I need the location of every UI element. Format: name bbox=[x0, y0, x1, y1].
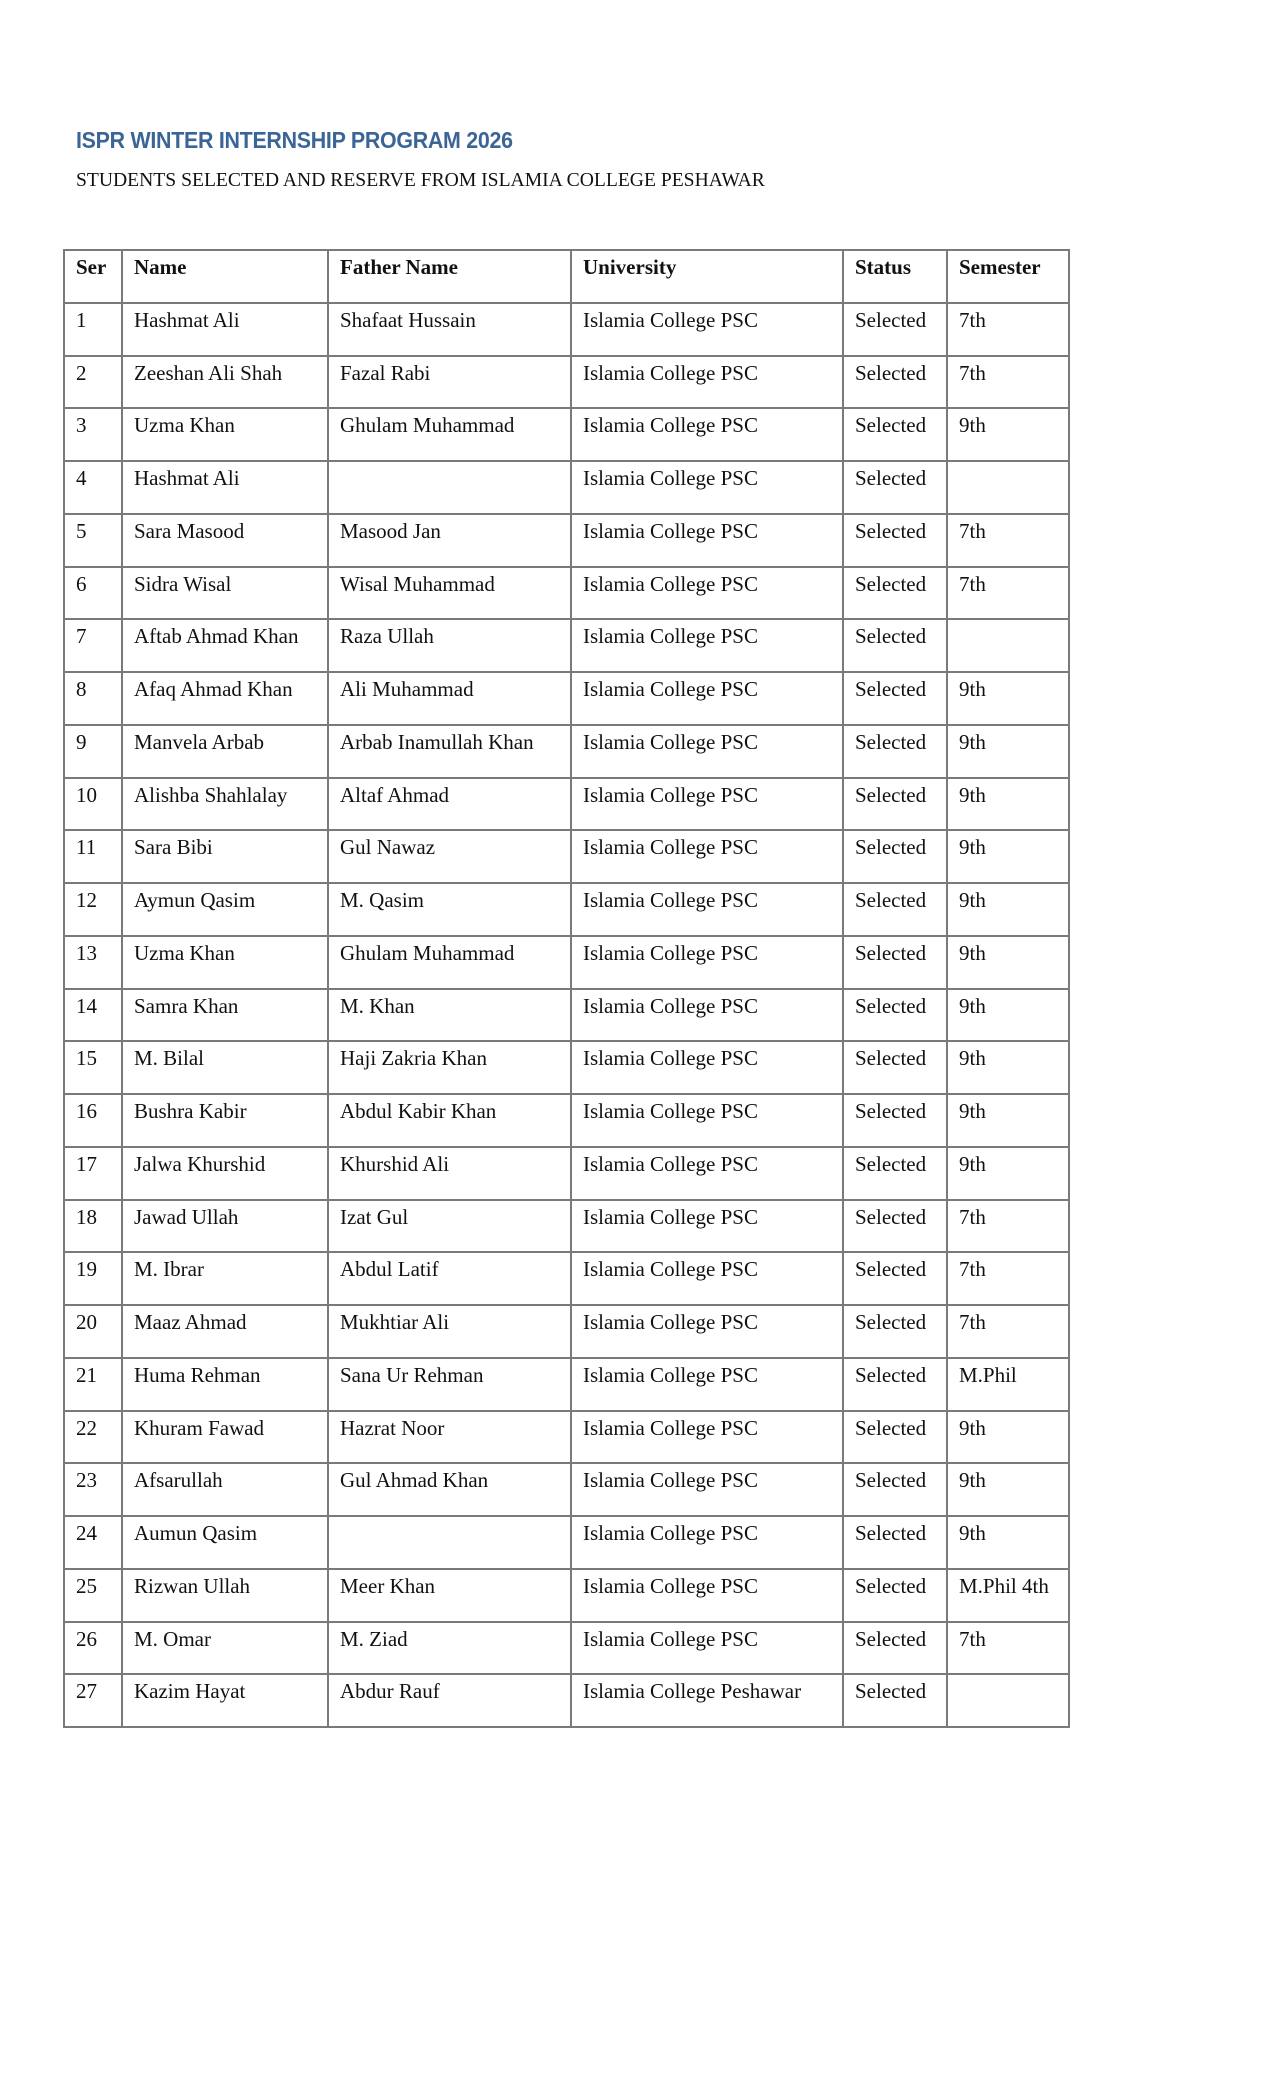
cell-status: Selected bbox=[843, 1411, 947, 1464]
cell-father-name: Sana Ur Rehman bbox=[328, 1358, 571, 1411]
cell-ser: 10 bbox=[64, 778, 122, 831]
cell-name: Manvela Arbab bbox=[122, 725, 328, 778]
cell-ser: 4 bbox=[64, 461, 122, 514]
cell-ser: 7 bbox=[64, 619, 122, 672]
cell-father-name: Raza Ullah bbox=[328, 619, 571, 672]
cell-status: Selected bbox=[843, 1674, 947, 1727]
cell-ser: 8 bbox=[64, 672, 122, 725]
cell-name: Sidra Wisal bbox=[122, 567, 328, 620]
table-row bbox=[64, 1252, 1069, 1305]
table-row bbox=[64, 461, 1069, 514]
cell-ser: 9 bbox=[64, 725, 122, 778]
table-row bbox=[64, 1411, 1069, 1464]
table-row bbox=[64, 1200, 1069, 1253]
table-row bbox=[64, 1147, 1069, 1200]
cell-ser: 16 bbox=[64, 1094, 122, 1147]
cell-status: Selected bbox=[843, 1463, 947, 1516]
cell-status: Selected bbox=[843, 989, 947, 1042]
cell-ser: 26 bbox=[64, 1622, 122, 1675]
table-row bbox=[64, 1358, 1069, 1411]
cell-father-name: Wisal Muhammad bbox=[328, 567, 571, 620]
cell-father-name bbox=[328, 1516, 571, 1569]
cell-status: Selected bbox=[843, 1252, 947, 1305]
cell-name: Kazim Hayat bbox=[122, 1674, 328, 1727]
cell-university: Islamia College PSC bbox=[571, 356, 843, 409]
cell-semester: 9th bbox=[947, 725, 1069, 778]
cell-father-name: Masood Jan bbox=[328, 514, 571, 567]
cell-university: Islamia College PSC bbox=[571, 514, 843, 567]
cell-university: Islamia College PSC bbox=[571, 1622, 843, 1675]
cell-university: Islamia College PSC bbox=[571, 619, 843, 672]
column-header-father-name: Father Name bbox=[328, 250, 571, 303]
cell-university: Islamia College PSC bbox=[571, 989, 843, 1042]
cell-status: Selected bbox=[843, 356, 947, 409]
cell-father-name: Abdul Kabir Khan bbox=[328, 1094, 571, 1147]
table-row bbox=[64, 883, 1069, 936]
cell-ser: 17 bbox=[64, 1147, 122, 1200]
table-row bbox=[64, 778, 1069, 831]
cell-father-name: Abdul Latif bbox=[328, 1252, 571, 1305]
cell-name: Huma Rehman bbox=[122, 1358, 328, 1411]
cell-father-name: M. Khan bbox=[328, 989, 571, 1042]
cell-semester: 9th bbox=[947, 778, 1069, 831]
cell-name: Alishba Shahlalay bbox=[122, 778, 328, 831]
cell-status: Selected bbox=[843, 1358, 947, 1411]
cell-university: Islamia College PSC bbox=[571, 778, 843, 831]
cell-father-name: Meer Khan bbox=[328, 1569, 571, 1622]
cell-father-name: Ghulam Muhammad bbox=[328, 408, 571, 461]
table-row bbox=[64, 989, 1069, 1042]
cell-university: Islamia College PSC bbox=[571, 461, 843, 514]
cell-semester: 7th bbox=[947, 356, 1069, 409]
cell-status: Selected bbox=[843, 303, 947, 356]
cell-status: Selected bbox=[843, 830, 947, 883]
cell-name: Sara Masood bbox=[122, 514, 328, 567]
cell-name: Samra Khan bbox=[122, 989, 328, 1042]
cell-ser: 22 bbox=[64, 1411, 122, 1464]
cell-ser: 12 bbox=[64, 883, 122, 936]
cell-semester: 7th bbox=[947, 1252, 1069, 1305]
document-subtitle: STUDENTS SELECTED AND RESERVE FROM ISLAMIA COLLEGE PESHAWAR bbox=[76, 169, 765, 191]
cell-ser: 27 bbox=[64, 1674, 122, 1727]
cell-semester: 7th bbox=[947, 1622, 1069, 1675]
cell-status: Selected bbox=[843, 778, 947, 831]
cell-university: Islamia College PSC bbox=[571, 1041, 843, 1094]
table-row bbox=[64, 1569, 1069, 1622]
cell-ser: 19 bbox=[64, 1252, 122, 1305]
cell-father-name: Shafaat Hussain bbox=[328, 303, 571, 356]
table-row bbox=[64, 514, 1069, 567]
cell-semester bbox=[947, 461, 1069, 514]
cell-status: Selected bbox=[843, 1147, 947, 1200]
cell-university: Islamia College PSC bbox=[571, 1463, 843, 1516]
cell-university: Islamia College PSC bbox=[571, 303, 843, 356]
cell-semester: 9th bbox=[947, 936, 1069, 989]
cell-name: Sara Bibi bbox=[122, 830, 328, 883]
cell-ser: 5 bbox=[64, 514, 122, 567]
cell-name: Jawad Ullah bbox=[122, 1200, 328, 1253]
cell-name: Bushra Kabir bbox=[122, 1094, 328, 1147]
cell-semester: M.Phil bbox=[947, 1358, 1069, 1411]
cell-father-name: Arbab Inamullah Khan bbox=[328, 725, 571, 778]
table-header-row bbox=[64, 250, 1069, 303]
cell-university: Islamia College PSC bbox=[571, 1147, 843, 1200]
cell-semester: 9th bbox=[947, 1463, 1069, 1516]
cell-semester bbox=[947, 1674, 1069, 1727]
cell-ser: 14 bbox=[64, 989, 122, 1042]
cell-ser: 15 bbox=[64, 1041, 122, 1094]
cell-name: Hashmat Ali bbox=[122, 461, 328, 514]
cell-name: Afaq Ahmad Khan bbox=[122, 672, 328, 725]
table-row bbox=[64, 303, 1069, 356]
cell-father-name: Altaf Ahmad bbox=[328, 778, 571, 831]
cell-university: Islamia College PSC bbox=[571, 936, 843, 989]
cell-university: Islamia College PSC bbox=[571, 1305, 843, 1358]
table-row bbox=[64, 1463, 1069, 1516]
cell-semester: 7th bbox=[947, 1305, 1069, 1358]
cell-ser: 6 bbox=[64, 567, 122, 620]
cell-semester: 9th bbox=[947, 1516, 1069, 1569]
cell-semester: 9th bbox=[947, 883, 1069, 936]
cell-status: Selected bbox=[843, 461, 947, 514]
cell-semester: 9th bbox=[947, 989, 1069, 1042]
cell-ser: 2 bbox=[64, 356, 122, 409]
table-row bbox=[64, 408, 1069, 461]
table-row bbox=[64, 567, 1069, 620]
cell-ser: 25 bbox=[64, 1569, 122, 1622]
table-row bbox=[64, 619, 1069, 672]
cell-father-name: Fazal Rabi bbox=[328, 356, 571, 409]
cell-semester: M.Phil 4th bbox=[947, 1569, 1069, 1622]
cell-ser: 1 bbox=[64, 303, 122, 356]
cell-status: Selected bbox=[843, 567, 947, 620]
cell-status: Selected bbox=[843, 1569, 947, 1622]
cell-status: Selected bbox=[843, 1622, 947, 1675]
table-row bbox=[64, 356, 1069, 409]
cell-name: Maaz Ahmad bbox=[122, 1305, 328, 1358]
cell-father-name bbox=[328, 461, 571, 514]
table-row bbox=[64, 1516, 1069, 1569]
cell-father-name: Haji Zakria Khan bbox=[328, 1041, 571, 1094]
document-title: ISPR WINTER INTERNSHIP PROGRAM 2026 bbox=[76, 127, 513, 153]
column-header-ser: Ser bbox=[64, 250, 122, 303]
table-row bbox=[64, 1674, 1069, 1727]
cell-name: Aftab Ahmad Khan bbox=[122, 619, 328, 672]
cell-semester: 7th bbox=[947, 567, 1069, 620]
column-header-semester: Semester bbox=[947, 250, 1069, 303]
cell-semester: 9th bbox=[947, 1411, 1069, 1464]
cell-university: Islamia College PSC bbox=[571, 1569, 843, 1622]
cell-ser: 24 bbox=[64, 1516, 122, 1569]
cell-father-name: Izat Gul bbox=[328, 1200, 571, 1253]
cell-ser: 21 bbox=[64, 1358, 122, 1411]
cell-university: Islamia College PSC bbox=[571, 1358, 843, 1411]
cell-semester: 9th bbox=[947, 672, 1069, 725]
table-row bbox=[64, 1622, 1069, 1675]
cell-father-name: M. Ziad bbox=[328, 1622, 571, 1675]
cell-name: Uzma Khan bbox=[122, 408, 328, 461]
cell-status: Selected bbox=[843, 725, 947, 778]
cell-semester: 9th bbox=[947, 1094, 1069, 1147]
table-row bbox=[64, 830, 1069, 883]
cell-ser: 11 bbox=[64, 830, 122, 883]
cell-status: Selected bbox=[843, 672, 947, 725]
cell-university: Islamia College PSC bbox=[571, 672, 843, 725]
cell-semester: 9th bbox=[947, 1041, 1069, 1094]
cell-ser: 23 bbox=[64, 1463, 122, 1516]
cell-university: Islamia College PSC bbox=[571, 1094, 843, 1147]
cell-status: Selected bbox=[843, 1516, 947, 1569]
cell-status: Selected bbox=[843, 1200, 947, 1253]
cell-name: Hashmat Ali bbox=[122, 303, 328, 356]
column-header-status: Status bbox=[843, 250, 947, 303]
cell-name: M. Bilal bbox=[122, 1041, 328, 1094]
cell-name: Zeeshan Ali Shah bbox=[122, 356, 328, 409]
cell-university: Islamia College PSC bbox=[571, 830, 843, 883]
cell-father-name: M. Qasim bbox=[328, 883, 571, 936]
cell-name: Khuram Fawad bbox=[122, 1411, 328, 1464]
table-row bbox=[64, 672, 1069, 725]
cell-university: Islamia College PSC bbox=[571, 1252, 843, 1305]
cell-father-name: Hazrat Noor bbox=[328, 1411, 571, 1464]
cell-name: M. Omar bbox=[122, 1622, 328, 1675]
cell-father-name: Gul Ahmad Khan bbox=[328, 1463, 571, 1516]
cell-status: Selected bbox=[843, 883, 947, 936]
cell-ser: 13 bbox=[64, 936, 122, 989]
cell-semester: 7th bbox=[947, 303, 1069, 356]
cell-university: Islamia College PSC bbox=[571, 725, 843, 778]
cell-semester: 7th bbox=[947, 514, 1069, 567]
cell-semester bbox=[947, 619, 1069, 672]
cell-name: Uzma Khan bbox=[122, 936, 328, 989]
cell-status: Selected bbox=[843, 619, 947, 672]
cell-status: Selected bbox=[843, 936, 947, 989]
table-row bbox=[64, 1041, 1069, 1094]
table-row bbox=[64, 1305, 1069, 1358]
cell-semester: 9th bbox=[947, 1147, 1069, 1200]
cell-status: Selected bbox=[843, 1305, 947, 1358]
cell-semester: 7th bbox=[947, 1200, 1069, 1253]
cell-university: Islamia College PSC bbox=[571, 408, 843, 461]
cell-university: Islamia College PSC bbox=[571, 883, 843, 936]
cell-university: Islamia College PSC bbox=[571, 1411, 843, 1464]
cell-ser: 3 bbox=[64, 408, 122, 461]
cell-university: Islamia College Peshawar bbox=[571, 1674, 843, 1727]
cell-father-name: Khurshid Ali bbox=[328, 1147, 571, 1200]
cell-ser: 18 bbox=[64, 1200, 122, 1253]
cell-name: Aymun Qasim bbox=[122, 883, 328, 936]
cell-ser: 20 bbox=[64, 1305, 122, 1358]
cell-father-name: Mukhtiar Ali bbox=[328, 1305, 571, 1358]
column-header-university: University bbox=[571, 250, 843, 303]
table-row bbox=[64, 1094, 1069, 1147]
selected-students-table bbox=[63, 249, 1070, 1728]
cell-semester: 9th bbox=[947, 830, 1069, 883]
cell-status: Selected bbox=[843, 408, 947, 461]
table-row bbox=[64, 725, 1069, 778]
column-header-name: Name bbox=[122, 250, 328, 303]
cell-status: Selected bbox=[843, 1094, 947, 1147]
table-row bbox=[64, 936, 1069, 989]
cell-name: Afsarullah bbox=[122, 1463, 328, 1516]
cell-semester: 9th bbox=[947, 408, 1069, 461]
cell-name: Jalwa Khurshid bbox=[122, 1147, 328, 1200]
cell-status: Selected bbox=[843, 514, 947, 567]
cell-university: Islamia College PSC bbox=[571, 1200, 843, 1253]
cell-father-name: Abdur Rauf bbox=[328, 1674, 571, 1727]
cell-name: Rizwan Ullah bbox=[122, 1569, 328, 1622]
cell-father-name: Ghulam Muhammad bbox=[328, 936, 571, 989]
cell-university: Islamia College PSC bbox=[571, 1516, 843, 1569]
cell-status: Selected bbox=[843, 1041, 947, 1094]
cell-name: M. Ibrar bbox=[122, 1252, 328, 1305]
cell-university: Islamia College PSC bbox=[571, 567, 843, 620]
cell-father-name: Gul Nawaz bbox=[328, 830, 571, 883]
cell-name: Aumun Qasim bbox=[122, 1516, 328, 1569]
cell-father-name: Ali Muhammad bbox=[328, 672, 571, 725]
